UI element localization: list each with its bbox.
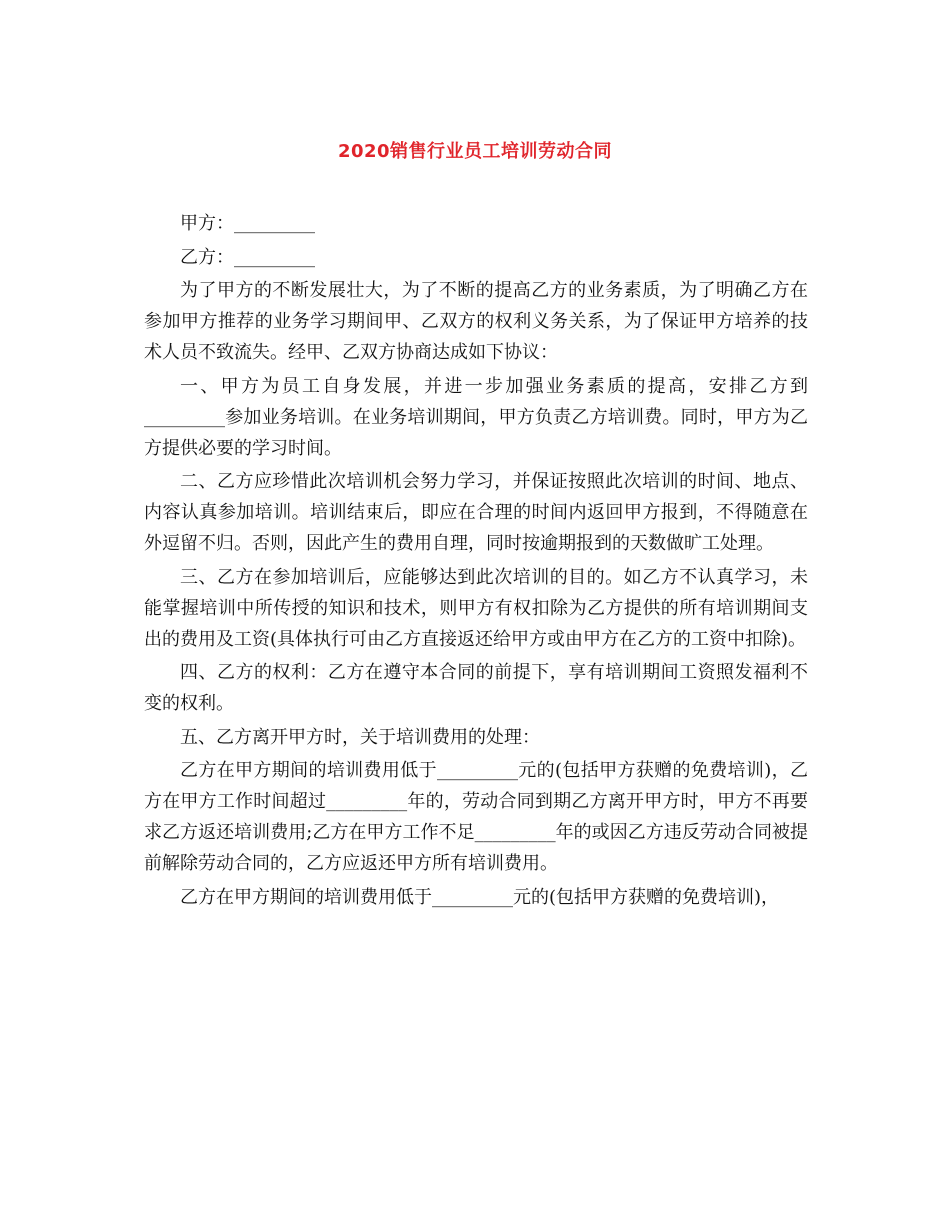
clause-3-paragraph: 三、乙方在参加培训后，应能够达到此次培训的目的。如乙方不认真学习，未能掌握培训中所传授的知识和技术，则甲方有权扣除为乙方提供的所有培训期间支出的费用及工资(具体执行可由乙方直接返还给甲方或由甲方在乙方的工资中扣除)。 [144, 566, 808, 650]
party-b-line: 乙方：_________ [180, 246, 315, 268]
document-body [144, 208, 808, 913]
document-title: 2020销售行业员工培训劳动合同 [337, 141, 613, 162]
clause-2-paragraph: 二、乙方应珍惜此次培训机会努力学习，并保证按照此次培训的时间、地点、内容认真参加培训。培训结束后，即应在合理的时间内返回甲方报到，不得随意在外逗留不归。否则，因此产生的费用自理，同时按逾期报到的天数做旷工处理。 [144, 471, 808, 554]
clause-5-paragraph: 五、乙方离开甲方时，关于培训费用的处理： [180, 726, 540, 748]
preamble-paragraph: 为了甲方的不断发展壮大，为了不断的提高乙方的业务素质，为了明确乙方在参加甲方推荐的业务学习期间甲、乙双方的权利义务关系，为了保证甲方培养的技术人员不致流失。经甲、乙双方协商达成如下协议： [144, 280, 808, 363]
clause-1-paragraph: 一、甲方为员工自身发展，并进一步加强业务素质的提高，安排乙方到_________参加业务培训。在业务培训期间，甲方负责乙方培训费。同时，甲方为乙方提供必要的学习时间。 [144, 375, 808, 459]
clause-5-detail-paragraph-2: 乙方在甲方期间的培训费用低于_________元的(包括甲方获赠的免费培训)， [180, 886, 780, 908]
clause-4-paragraph: 四、乙方的权利：乙方在遵守本合同的前提下，享有培训期间工资照发福利不变的权利。 [144, 662, 808, 714]
clause-5-detail-paragraph: 乙方在甲方期间的培训费用低于_________元的(包括甲方获赠的免费培训)，乙方在甲方工作时间超过_________年的，劳动合同到期乙方离开甲方时，甲方不再要求乙方返还培训费用;乙方在甲方工作不足_________年的或因乙方违反劳动合同被提前解除劳动合同的，乙方应返还甲方所有培训费用。 [144, 760, 808, 874]
party-a-line: 甲方：_________ [180, 213, 315, 234]
